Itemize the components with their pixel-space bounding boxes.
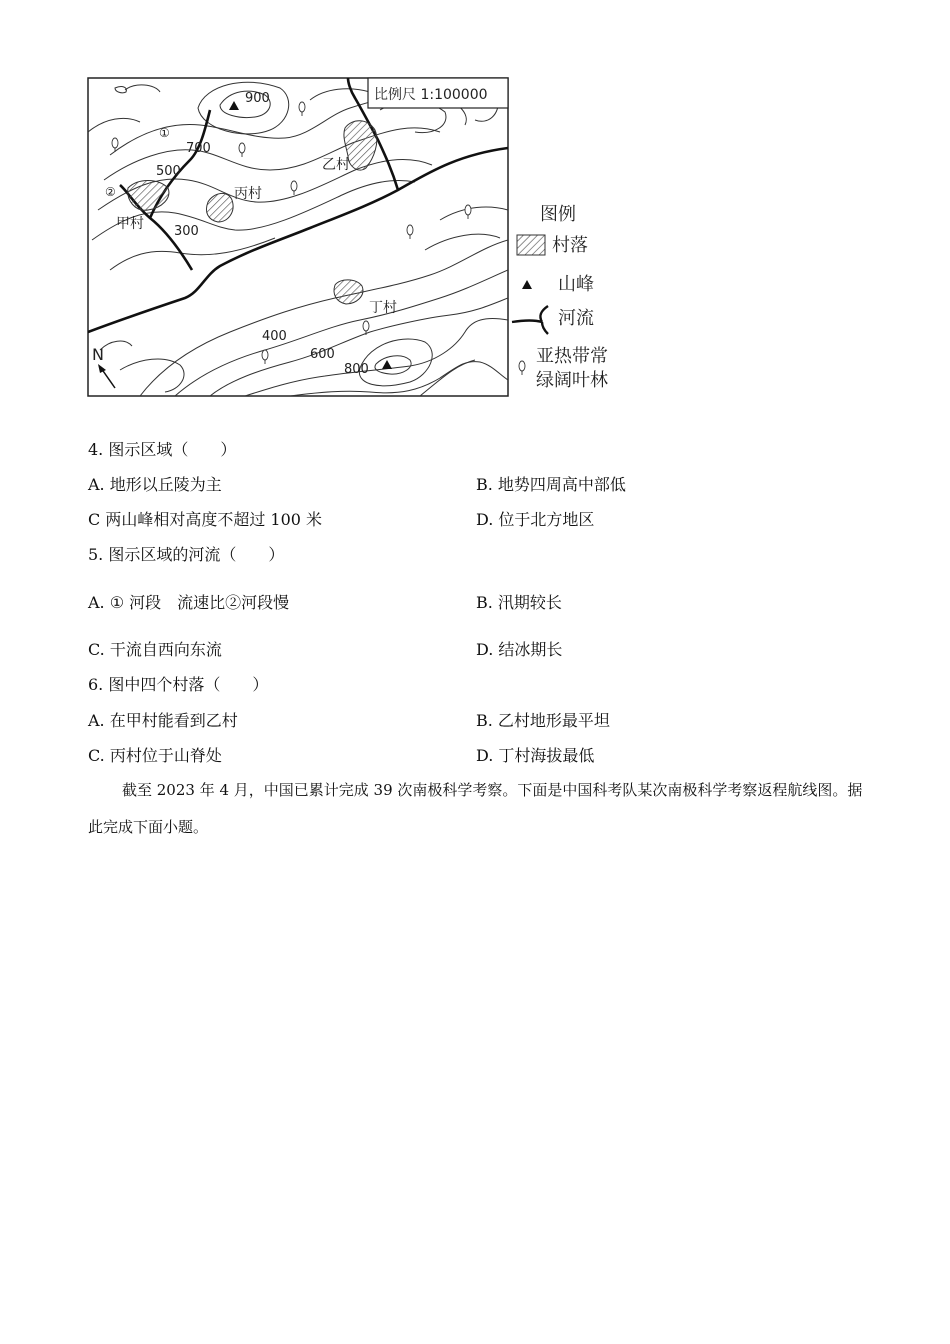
question-6-option-a: A. 在甲村能看到乙村 (88, 711, 238, 730)
map-scale: 比例尺 1:100000 (374, 87, 488, 103)
legend-village-swatch (517, 235, 545, 255)
question-6-option-c: C. 丙村位于山脊处 (88, 746, 222, 765)
river-marker-1: ① (159, 126, 170, 140)
question-5-option-a: A. ① 河段 流速比②河段慢 (88, 593, 290, 612)
contour-label-600: 600 (310, 347, 335, 362)
legend-forest-icon (519, 361, 525, 375)
river-marker-2: ② (105, 185, 116, 199)
question-4-option-b: B. 地势四周高中部低 (476, 475, 626, 494)
question-4-stem: 4. 图示区域（ ） (88, 440, 237, 459)
contour-label-700: 700 (186, 141, 211, 156)
north-label: N (92, 345, 104, 364)
legend-forest-line2: 绿阔叶林 (536, 370, 608, 391)
contour-label-400: 400 (262, 329, 287, 344)
village-label-yi: 乙村 (322, 157, 350, 173)
village-label-bing: 丙村 (234, 186, 262, 202)
village-label-ding: 丁村 (369, 300, 397, 316)
legend-river-icon (512, 306, 548, 334)
question-6-option-b: B. 乙村地形最平坦 (476, 711, 610, 730)
legend-peak: 山峰 (558, 274, 594, 295)
question-4-option-a: A. 地形以丘陵为主 (88, 475, 222, 494)
map-frame (88, 78, 508, 396)
village-label-jia: 甲村 (116, 216, 144, 232)
question-5-stem: 5. 图示区域的河流（ ） (88, 545, 285, 564)
question-4-option-c: C 两山峰相对高度不超过 100 米 (88, 510, 323, 529)
legend-title: 图例 (540, 204, 576, 225)
legend-forest-line1: 亚热带常 (536, 346, 608, 367)
question-6-stem: 6. 图中四个村落（ ） (88, 675, 269, 694)
topographic-map (80, 70, 640, 410)
question-6-option-d: D. 丁村海拔最低 (476, 746, 595, 765)
legend-river: 河流 (558, 308, 594, 329)
legend (512, 204, 608, 391)
intro-paragraph: 截至 2023 年 4 月，中国已累计完成 39 次南极科学考察。下面是中国科考队某次南极科学考察返程航线图。据此完成下面小题。 (88, 781, 863, 836)
contour-label-500: 500 (156, 164, 181, 179)
question-5-option-d: D. 结冰期长 (476, 640, 563, 659)
contour-label-300: 300 (174, 224, 199, 239)
question-5-option-c: C. 干流自西向东流 (88, 640, 222, 659)
peak-elevation-south: 800 (344, 362, 369, 377)
question-4-option-d: D. 位于北方地区 (476, 510, 595, 529)
question-5-option-b: B. 汛期较长 (476, 593, 562, 612)
peak-elevation-north: 900 (245, 91, 270, 106)
legend-village: 村落 (552, 235, 588, 256)
legend-peak-icon (522, 280, 532, 289)
